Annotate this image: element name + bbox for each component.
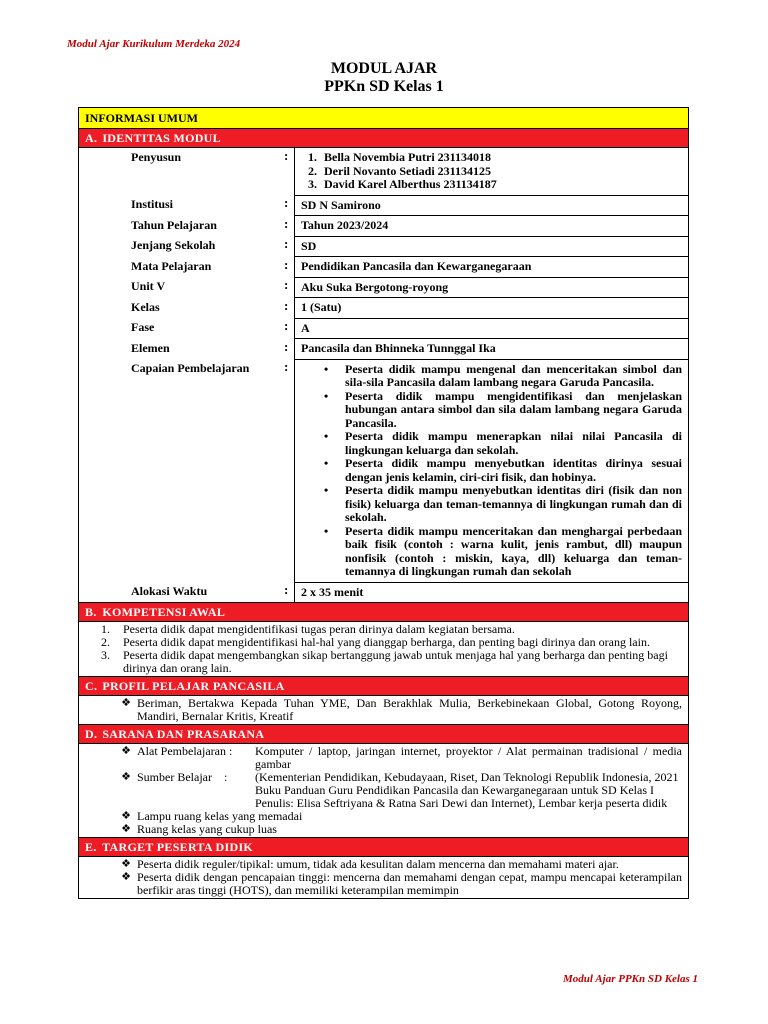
section-d-header xyxy=(79,725,688,744)
penyusun-item: 1. Bella Novembia Putri 231134018 xyxy=(320,151,682,165)
header-note: Modul Ajar Kurikulum Merdeka 2024 xyxy=(67,38,241,50)
section-c-title: PROFIL PELAJAR PANCASILA xyxy=(102,679,285,693)
value-mapel: Pendidikan Pancasila dan Kewarganegaraan xyxy=(295,257,689,278)
penyusun-item: 3. David Karel Alberthus 231134187 xyxy=(320,178,682,192)
colon: : xyxy=(284,338,289,354)
value-capaian xyxy=(295,359,689,582)
diamond-bullet-icon: ❖ xyxy=(121,823,131,835)
row-institusi xyxy=(79,195,688,216)
target-section xyxy=(79,857,688,898)
colon: : xyxy=(284,277,289,292)
row-jenjang xyxy=(79,236,688,257)
title-line-2: PPKn SD Kelas 1 xyxy=(324,78,444,95)
section-e-letter: E. xyxy=(85,840,97,854)
section-a-letter: A. xyxy=(85,131,98,145)
module-document xyxy=(78,107,689,899)
profil-item xyxy=(79,697,682,723)
diamond-bullet-icon: ❖ xyxy=(121,745,131,757)
target-text: Peserta didik reguler/tipikal: umum, tidak ada kesulitan dalam mencerna dan memahami materi ajar. xyxy=(137,857,619,871)
row-mapel xyxy=(79,257,688,278)
target-item xyxy=(79,871,682,897)
diamond-bullet-icon: ❖ xyxy=(121,771,131,783)
colon: : xyxy=(284,148,289,163)
sumber-value: (Kementerian Pendidikan, Kebudayaan, Riset, Dan Teknologi Republik Indonesia, 2021 Buku Panduan Guru Pendidikan Pancasila dan Kewarganegaraan untuk SD Kelas I Penulis: Elisa Seftriyana & Ratna Sari Dewi dan Internet), Lembar kerja peserta didik xyxy=(255,770,679,810)
title-line-1: MODUL AJAR xyxy=(330,60,438,77)
colon: : xyxy=(284,215,289,231)
capaian-item: • Peserta didik mampu menyebutkan identitas diri (fisik dan non fisik) keluarga dan teman-temannya di lingkungan rumah dan di sekolah. xyxy=(345,484,682,525)
colon: : xyxy=(284,582,289,597)
colon: : xyxy=(284,359,289,374)
label-institusi: Institusi xyxy=(131,197,174,211)
sarana-sumber-row xyxy=(137,771,682,810)
capaian-item: • Peserta didik mampu menerapkan nilai nilai Pancasila di lingkungan keluarga dan sekolah. xyxy=(345,430,682,457)
value-tahun: Tahun 2023/2024 xyxy=(295,216,689,237)
profil-section xyxy=(79,696,688,725)
section-e-header xyxy=(79,838,688,857)
profil-text: Beriman, Bertakwa Kepada Tuhan YME, Dan Berakhlak Mulia, Berkebinekaan Global, Gotong Royong, Mandiri, Bernalar Kritis, Kreatif xyxy=(137,696,682,723)
value-jenjang: SD xyxy=(295,236,689,257)
row-tahun xyxy=(79,216,688,237)
colon: : xyxy=(284,318,289,333)
label-mapel: Mata Pelajaran xyxy=(131,258,212,273)
label-alokasi: Alokasi Waktu xyxy=(131,584,208,598)
row-alokasi xyxy=(79,582,688,602)
value-alokasi: 2 x 35 menit xyxy=(295,582,689,602)
section-c-header xyxy=(79,677,688,696)
kompetensi-item xyxy=(79,649,682,675)
kompetensi-number: 2. xyxy=(101,635,110,649)
capaian-item: • Peserta didik mampu mengidentifikasi dan menjelaskan hubungan antara simbol dan sila dalam lambang negara Garuda Pancasila. xyxy=(345,390,682,431)
alat-label: Alat Pembelajaran : xyxy=(137,744,233,758)
sarana-item-alat xyxy=(79,745,682,771)
label-unit: Unit V xyxy=(131,279,166,293)
diamond-bullet-icon: ❖ xyxy=(121,871,131,883)
value-penyusun xyxy=(295,148,689,195)
row-penyusun xyxy=(79,148,688,195)
kompetensi-text: Peserta didik dapat mengembangkan sikap bertanggung jawab untuk menjaga hal yang berharga dan penting bagi dirinya dan orang lain. xyxy=(123,648,668,675)
diamond-bullet-icon: ❖ xyxy=(121,697,131,709)
section-a-header xyxy=(79,129,688,148)
label-fase: Fase xyxy=(131,320,155,334)
diamond-bullet-icon: ❖ xyxy=(121,858,131,870)
penyusun-list xyxy=(301,151,682,192)
colon: : xyxy=(284,256,289,272)
row-capaian xyxy=(79,359,688,582)
kompetensi-number: 3. xyxy=(101,648,110,662)
row-kelas xyxy=(79,298,688,319)
capaian-item: • Peserta didik mampu menceritakan dan menghargai perbedaan baik fisik (contoh : warna kulit, jenis rambut, dll) maupun nonfisik (contoh : miskin, kaya, dll) keluarga dan teman-temannya di lingkungan rumah dan sekolah xyxy=(345,525,682,579)
label-jenjang: Jenjang Sekolah xyxy=(131,238,216,252)
colon: : xyxy=(284,297,289,313)
row-unit xyxy=(79,277,688,298)
kompetensi-number: 1. xyxy=(101,622,110,636)
label-capaian: Capaian Pembelajaran xyxy=(131,361,250,375)
value-institusi: SD N Samirono xyxy=(295,195,689,216)
value-unit: Aku Suka Bergotong-royong xyxy=(295,277,689,298)
label-tahun: Tahun Pelajaran xyxy=(131,217,217,232)
kompetensi-text: Peserta didik dapat mengidentifikasi tugas peran dirinya dalam kegiatan bersama. xyxy=(123,622,515,636)
colon: : xyxy=(284,236,289,251)
colon: : xyxy=(284,195,289,210)
diamond-bullet-icon: ❖ xyxy=(121,810,131,822)
kompetensi-awal-list xyxy=(79,622,688,677)
section-d-letter: D. xyxy=(85,727,98,741)
section-b-header xyxy=(79,602,688,622)
section-b-letter: B. xyxy=(85,605,97,619)
section-e-title: TARGET PESERTA DIDIK xyxy=(102,840,254,854)
capaian-item: • Peserta didik mampu mengenal dan menceritakan simbol dan sila-sila Pancasila dalam lambang negara Garuda Pancasila. xyxy=(345,363,682,390)
section-c-letter: C. xyxy=(85,679,98,693)
lampu-text: Lampu ruang kelas yang memadai xyxy=(137,809,303,823)
info-umum-header: INFORMASI UMUM xyxy=(79,108,688,129)
target-text: Peserta didik dengan pencapaian tinggi: mencerna dan memahami dengan cepat, mampu mencapai keterampilan berfikir aras tinggi (HOTS), dan memiliki keterampilan memimpin xyxy=(137,870,682,897)
alat-value: Komputer / laptop, jaringan internet, proyektor / Alat permainan tradisional / media gambar xyxy=(255,744,682,771)
ruang-text: Ruang kelas yang cukup luas xyxy=(137,822,277,836)
section-a-title: IDENTITAS MODUL xyxy=(102,131,221,145)
capaian-item: • Peserta didik mampu menyebutkan identitas dirinya sesuai dengan jenis kelamin, ciri-ciri fisik, dan hobinya. xyxy=(345,457,682,484)
row-fase xyxy=(79,318,688,339)
label-kelas: Kelas xyxy=(131,299,160,314)
row-elemen xyxy=(79,339,688,360)
sumber-label: Sumber Belajar : xyxy=(137,770,228,784)
label-elemen: Elemen xyxy=(131,340,170,355)
sarana-item-sumber xyxy=(79,771,682,810)
page-title xyxy=(0,60,768,96)
value-fase: A xyxy=(295,318,689,339)
value-elemen: Pancasila dan Bhinneka Tunnggal Ika xyxy=(295,339,689,360)
sarana-section xyxy=(79,744,688,838)
sarana-item-ruang xyxy=(79,823,682,836)
label-penyusun: Penyusun xyxy=(131,150,182,164)
value-kelas: 1 (Satu) xyxy=(295,298,689,319)
penyusun-item: 2. Deril Novanto Setiadi 231134125 xyxy=(320,165,682,179)
identitas-table xyxy=(79,148,688,602)
section-d-title: SARANA DAN PRASARANA xyxy=(102,727,265,741)
sarana-alat-row xyxy=(137,745,682,771)
footer-note: Modul Ajar PPKn SD Kelas 1 xyxy=(563,973,698,985)
capaian-list xyxy=(301,363,682,579)
kompetensi-text: Peserta didik dapat mengidentifikasi hal-hal yang dianggap berharga, dan penting bagi dirinya dan orang lain. xyxy=(123,635,650,649)
section-b-title: KOMPETENSI AWAL xyxy=(102,605,226,619)
